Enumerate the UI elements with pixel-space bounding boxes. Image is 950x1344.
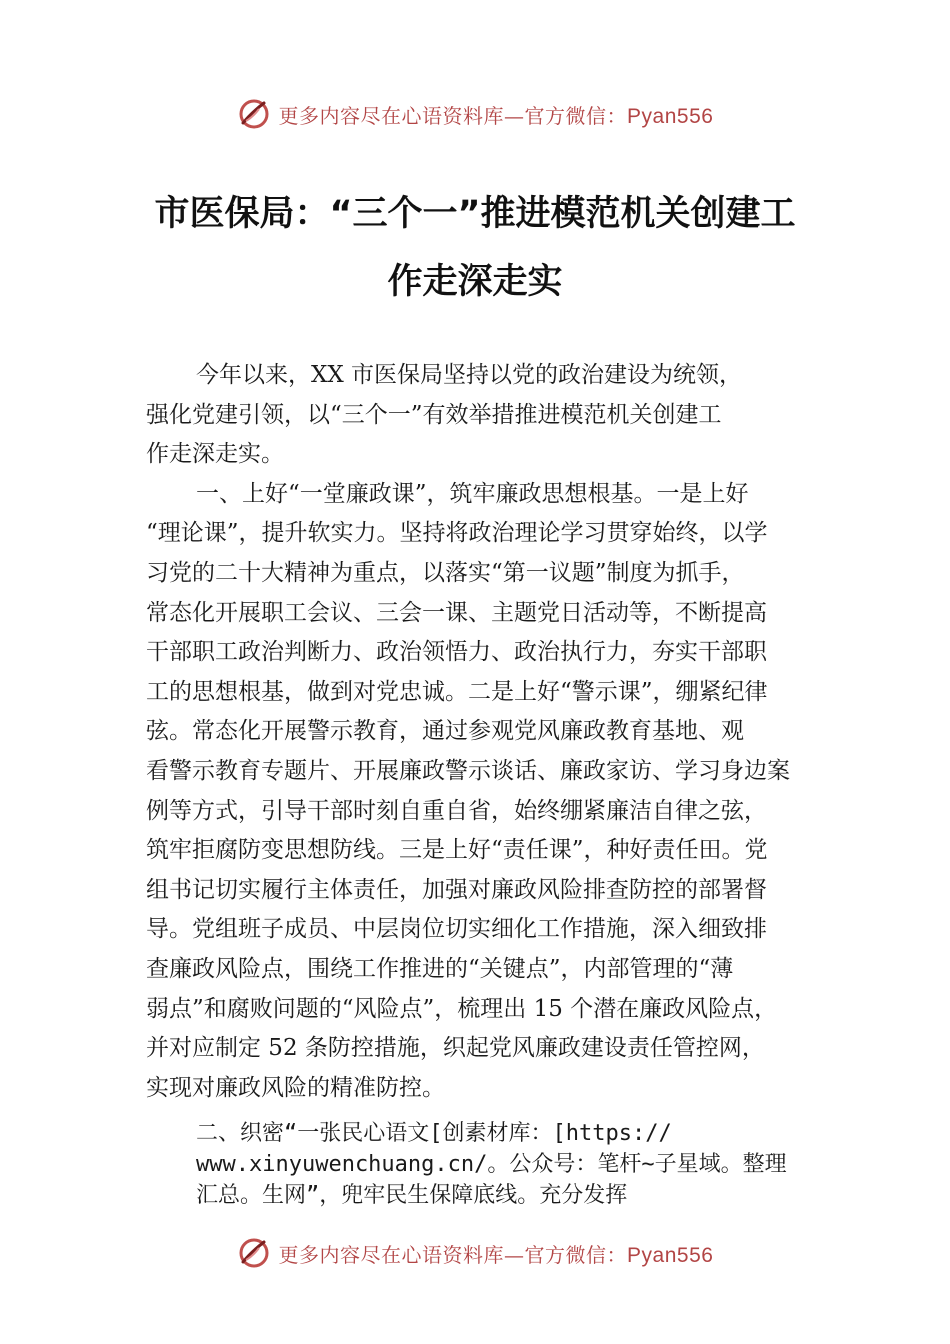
paragraph2-line: 习党的二十大精神为重点，以落实“第一议题”制度为抓手， xyxy=(146,559,745,586)
paragraph3-line: www.xinyuwenchuang.cn/。公众号：笔杆~子星域。整理 xyxy=(196,1152,787,1177)
paragraph2-line: 组书记切实履行主体责任，加强对廉政风险排查防控的部署督 xyxy=(146,876,767,903)
paragraph2-line: 弱点”和腐败问题的“风险点”，梳理出 15 个潜在廉政风险点， xyxy=(146,995,778,1022)
brush-logo-icon xyxy=(237,97,271,131)
header-banner xyxy=(0,94,950,134)
footer-banner xyxy=(0,1233,950,1273)
paragraph2-line: 一、上好“一堂廉政课”，筑牢廉政思想根基。一是上好 xyxy=(196,480,749,507)
footer-banner-text: 更多内容尽在心语资料库—官方微信：Pyan556 xyxy=(278,1242,714,1267)
paragraph2-line: 查廉政风险点，围绕工作推进的“关键点”，内部管理的“薄 xyxy=(146,955,734,982)
paragraph2-line: 例等方式，引导干部时刻自重自省，始终绷紧廉洁自律之弦， xyxy=(146,797,767,824)
paragraph2-line: 实现对廉政风险的精准防控。 xyxy=(146,1074,445,1101)
title-line-1: 市医保局：“三个一”推进模范机关创建工 xyxy=(154,194,796,234)
title-line-2: 作走深走实 xyxy=(387,262,563,302)
paragraph2-line: 筑牢拒腐防变思想防线。三是上好“责任课”，种好责任田。党 xyxy=(146,837,768,864)
paragraph2-line: 干部职工政治判断力、政治领悟力、政治执行力，夯实干部职 xyxy=(146,639,767,666)
paragraph2-line: 并对应制定 52 条防控措施，织起党风廉政建设责任管控网， xyxy=(146,1035,765,1062)
paragraph3-line: 汇总。生网”，兜牢民生保障底线。充分发挥 xyxy=(196,1183,628,1208)
paragraph1-line: 强化党建引领，以“三个一”有效举措推进模范机关创建工 xyxy=(146,401,722,428)
paragraph1-line: 作走深走实。 xyxy=(146,441,284,468)
paragraph2-line: “理论课”，提升软实力。坚持将政治理论学习贯穿始终，以学 xyxy=(146,520,768,547)
paragraph2-line: 导。党组班子成员、中层岗位切实细化工作措施，深入细致排 xyxy=(146,916,767,943)
paragraph1-line: 今年以来，XX 市医保局坚持以党的政治建设为统领， xyxy=(196,362,743,388)
paragraph2-line: 看警示教育专题片、开展廉政警示谈话、廉政家访、学习身边案 xyxy=(146,757,790,784)
document-body xyxy=(146,356,836,1108)
paragraph2-line: 弦。常态化开展警示教育，通过参观党风廉政教育基地、观 xyxy=(146,718,744,745)
paragraph3 xyxy=(196,1118,836,1211)
wechat-id: Pyan556 xyxy=(627,1243,714,1267)
document-title xyxy=(120,180,830,316)
wechat-id: Pyan556 xyxy=(627,104,714,128)
paragraph2-line: 工的思想根基，做到对党忠诚。二是上好“警示课”，绷紧纪律 xyxy=(146,678,768,705)
paragraph2-line: 常态化开展职工会议、三会一课、主题党日活动等，不断提高 xyxy=(146,599,767,626)
paragraph3-line: 二、织密“一张民心语文[创素材库：[https:// xyxy=(196,1121,672,1146)
brush-logo-icon xyxy=(237,1236,271,1270)
header-banner-text: 更多内容尽在心语资料库—官方微信：Pyan556 xyxy=(278,103,714,128)
